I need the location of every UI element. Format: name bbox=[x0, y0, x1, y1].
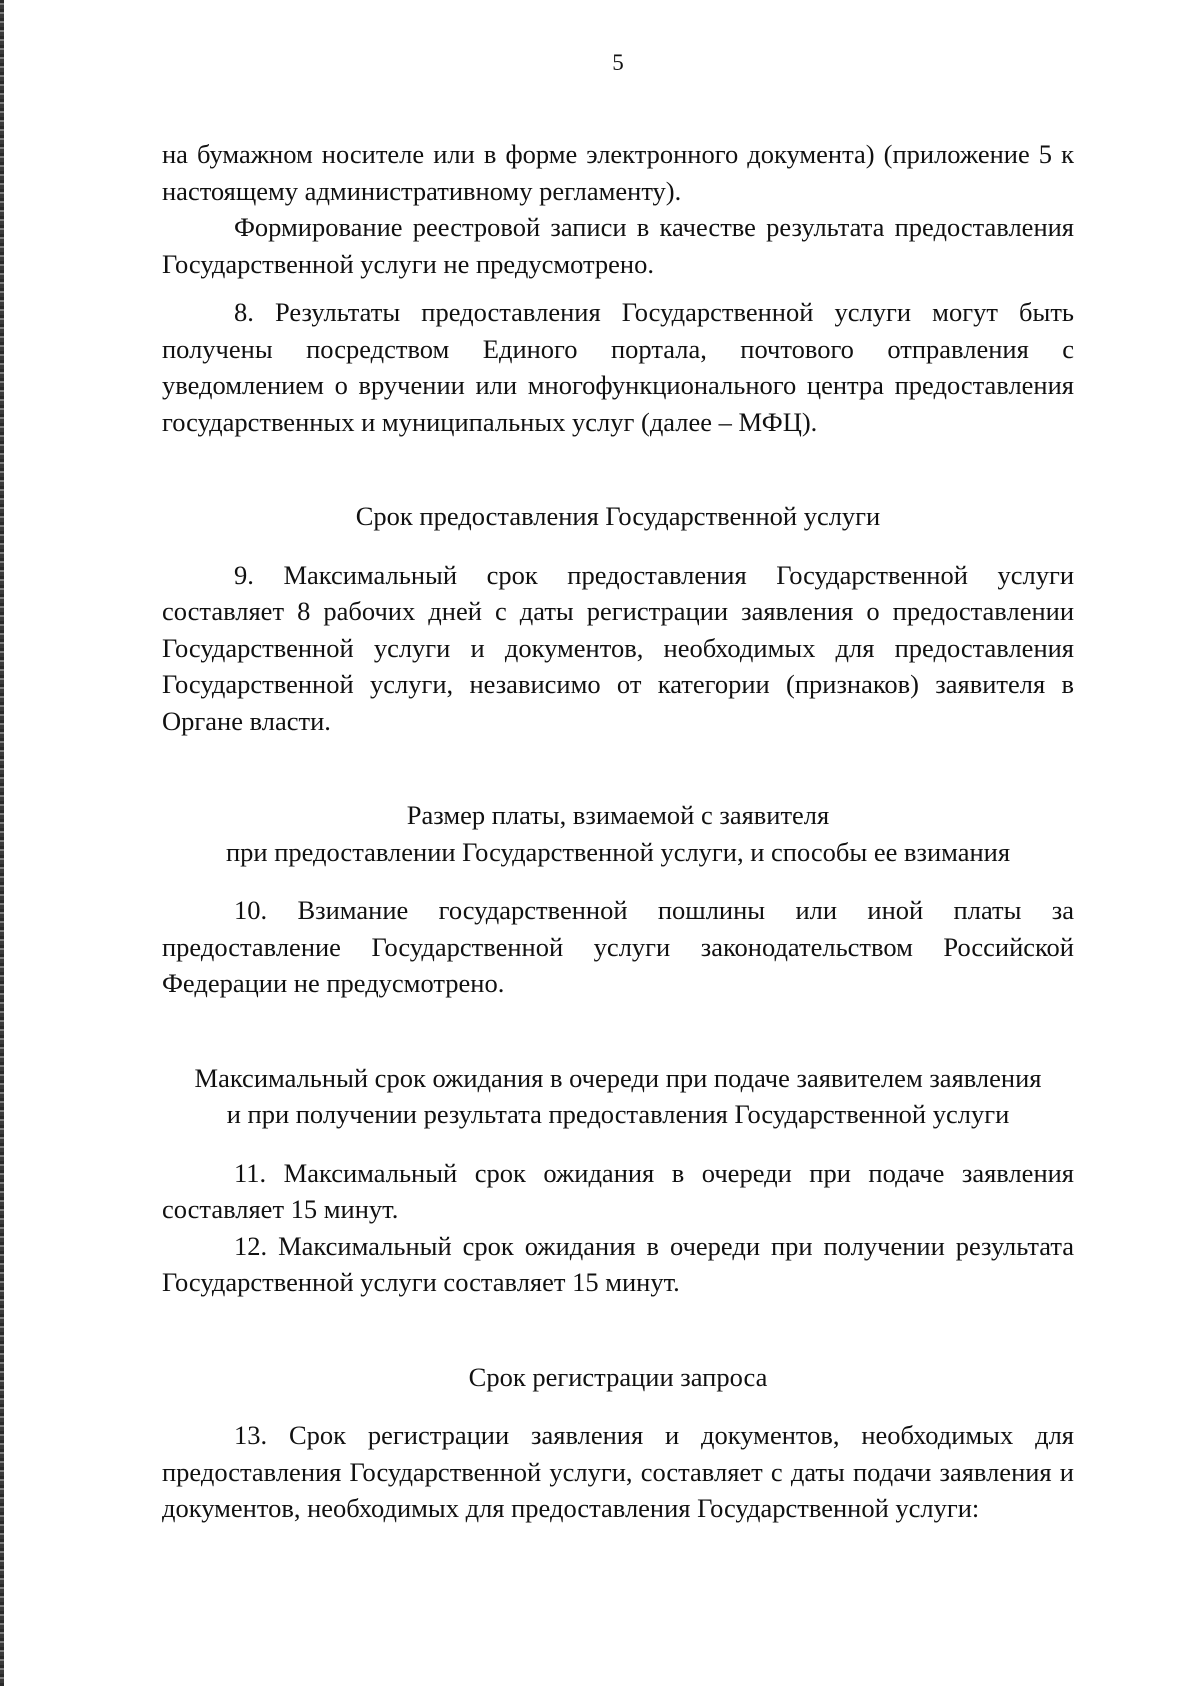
paragraph-registry-record: Формирование реестровой записи в качестве результата предоставления Государственной услуги не предусмотрено. bbox=[162, 212, 1074, 279]
paragraph-11: 11. Максимальный срок ожидания в очереди при подаче заявления составляет 15 минут. bbox=[162, 1157, 1074, 1224]
paragraph-8: 8. Результаты предоставления Государственной услуги могут быть получены посредством Единого портала, почтового отправления с уведомлением о вручении или многофункционального центра предоставления государственных и муниципальных услуг (далее – МФЦ). bbox=[162, 297, 1074, 437]
heading-queue-time bbox=[162, 1060, 1074, 1133]
paragraph-10: 10. Взимание государственной пошлины или иной платы за предоставление Государственной услуги законодательством Российской Федерации не предусмотрено. bbox=[162, 895, 1074, 998]
heading-queue-line-1: Максимальный срок ожидания в очереди при подаче заявителем заявления bbox=[194, 1062, 1042, 1093]
heading-service-term: Срок предоставления Государственной услуги bbox=[355, 501, 881, 531]
paragraph-12: 12. Максимальный срок ожидания в очереди при получении результата Государственной услуги составляет 15 минут. bbox=[162, 1230, 1074, 1297]
paragraph-13: 13. Срок регистрации заявления и документов, необходимых для предоставления Государственной услуги, составляет с даты подачи заявления и документов, необходимых для предоставления Государственной услуги: bbox=[162, 1420, 1074, 1523]
heading-fee-line-2: при предоставлении Государственной услуги, и способы ее взимания bbox=[225, 836, 1011, 867]
heading-fee bbox=[162, 797, 1074, 870]
document-body bbox=[162, 136, 1074, 1527]
heading-request-registration: Срок регистрации запроса bbox=[468, 1361, 768, 1392]
page-number: 5 bbox=[612, 50, 624, 75]
paragraph-continuation: на бумажном носителе или в форме электронного документа) (приложение 5 к настоящему административному регламенту). bbox=[162, 139, 1074, 206]
scan-left-edge bbox=[0, 0, 4, 1686]
heading-queue-line-2: и при получении результата предоставления Государственной услуги bbox=[226, 1099, 1010, 1129]
heading-fee-line-1: Размер платы, взимаемой с заявителя bbox=[406, 800, 830, 830]
paragraph-9: 9. Максимальный срок предоставления Государственной услуги составляет 8 рабочих дней с даты регистрации заявления о предоставлении Государственной услуги и документов, необходимых для предоставления Государственной услуги, независимо от категории (признаков) заявителя в Органе власти. bbox=[162, 559, 1074, 736]
